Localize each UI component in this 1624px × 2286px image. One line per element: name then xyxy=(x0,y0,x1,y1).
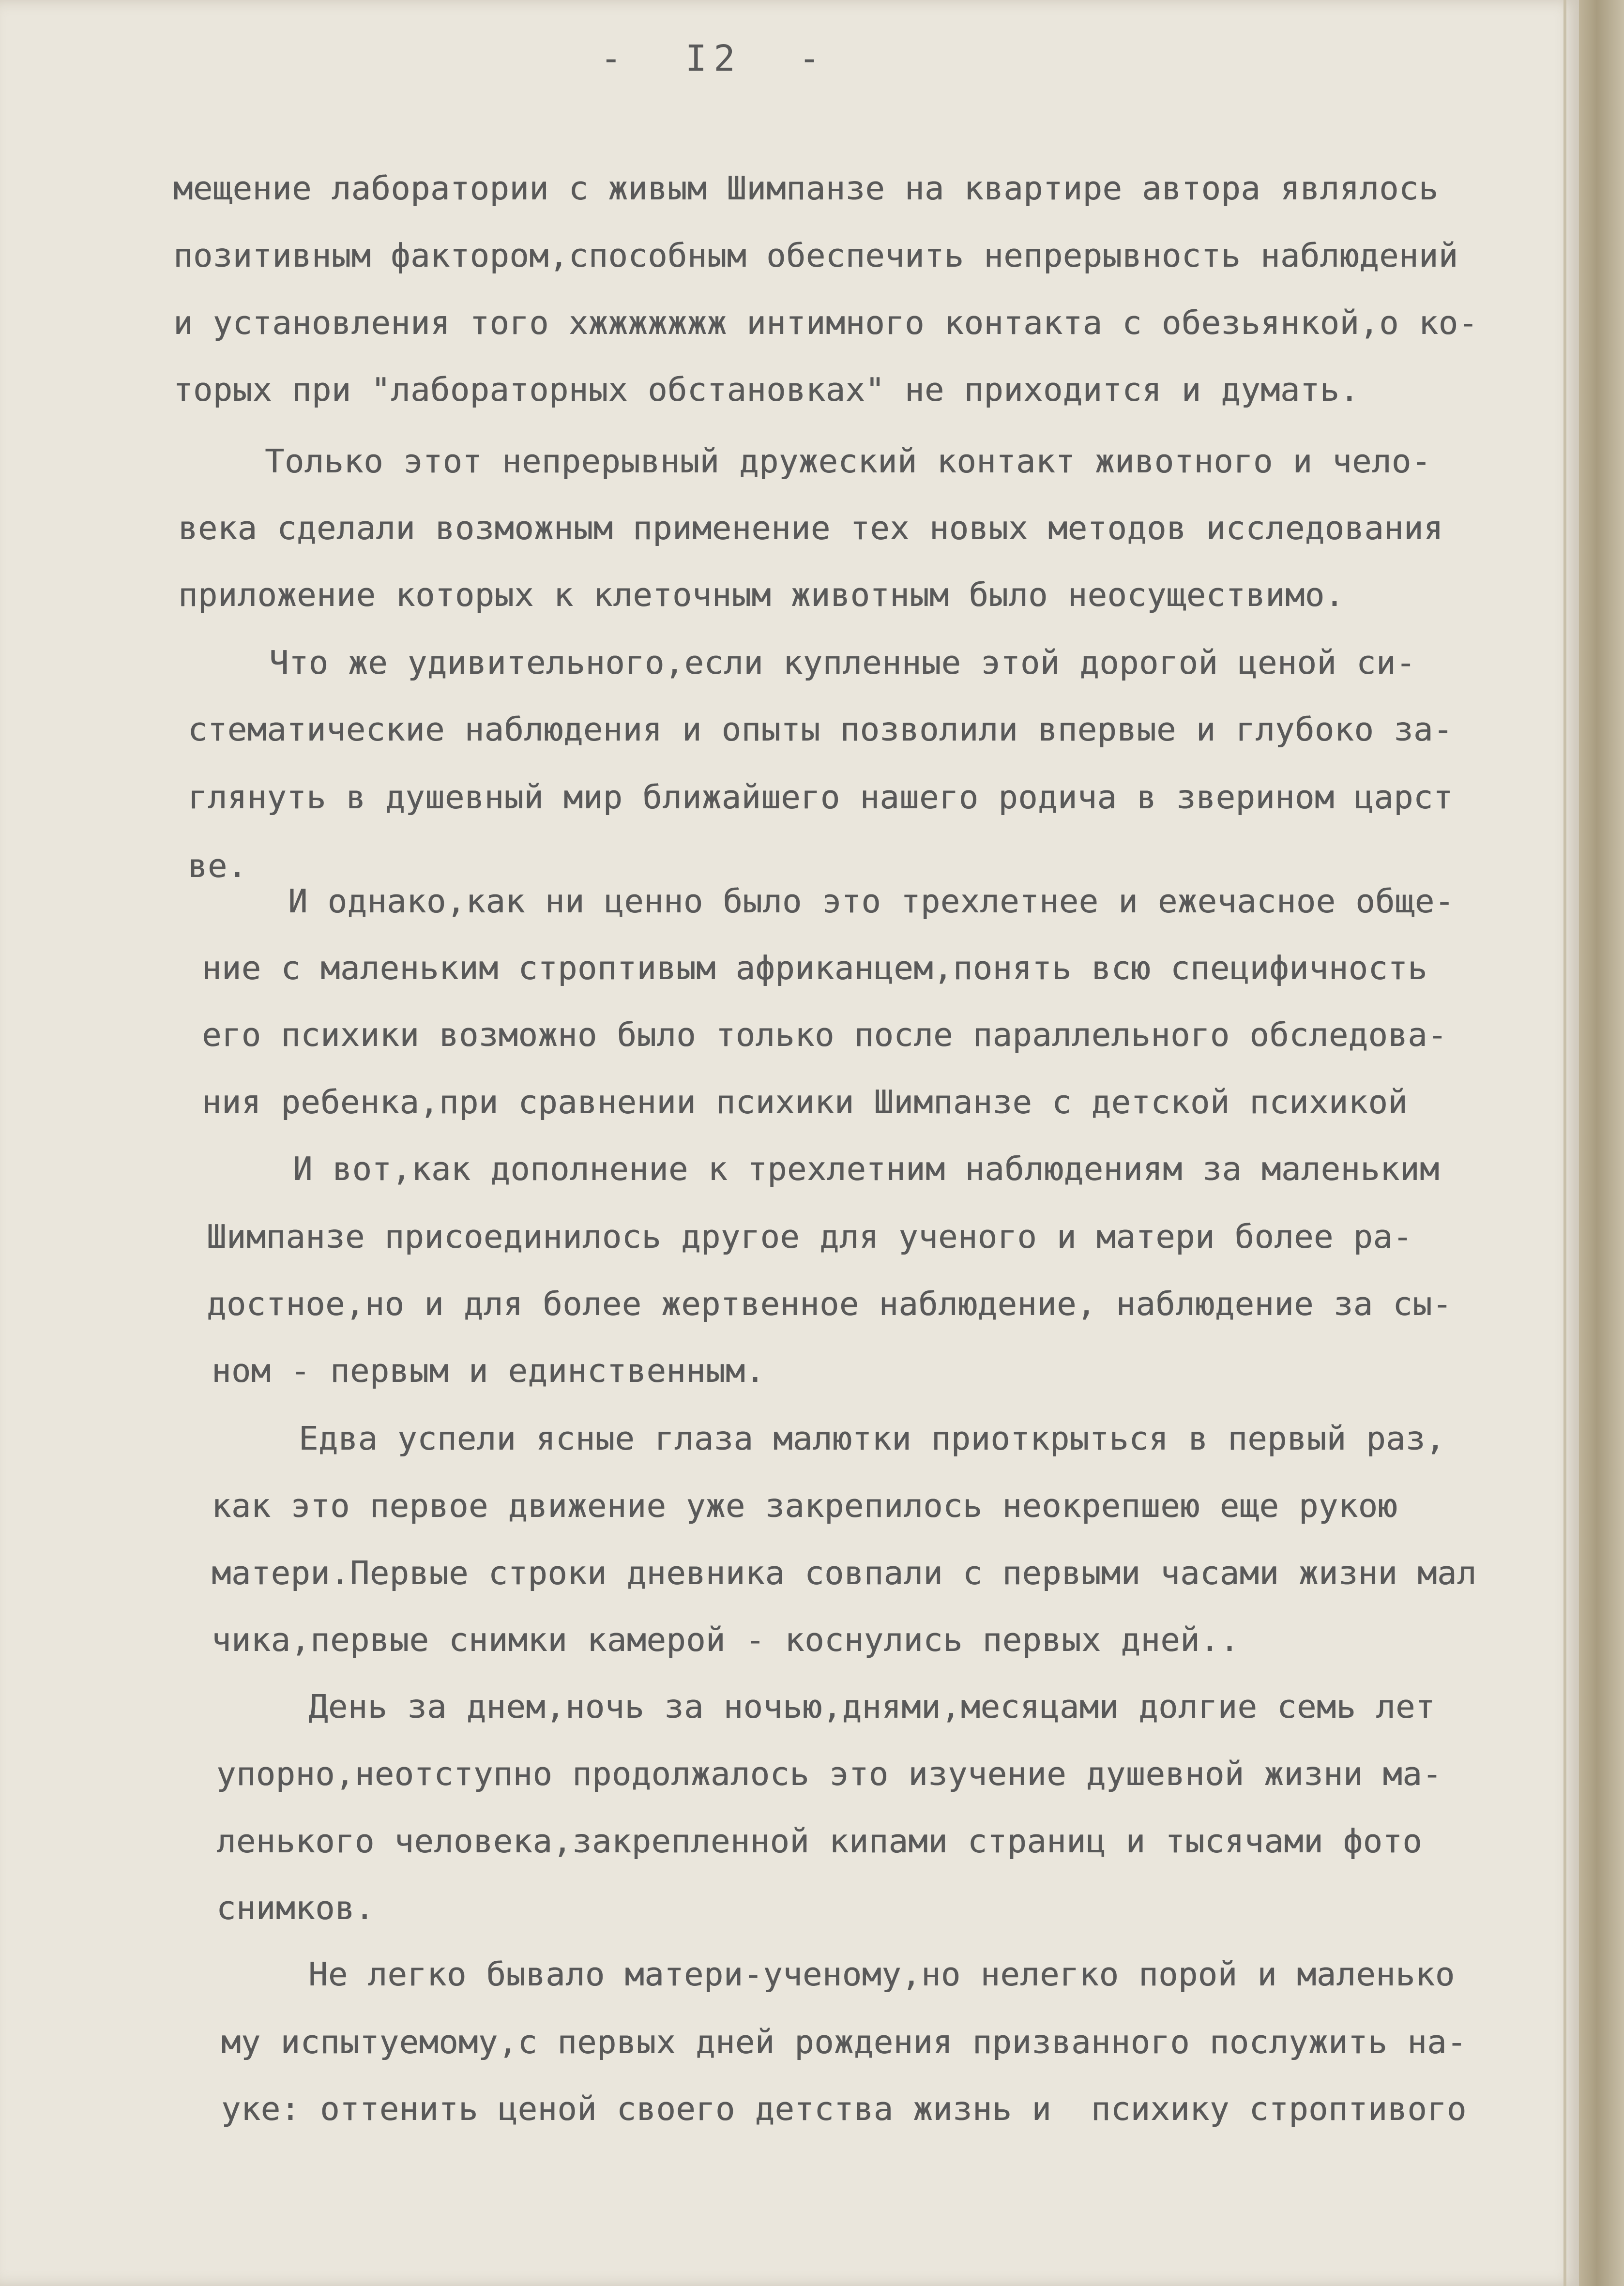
text-line: торых при "лабораторных обстановках" не приходится и думать. xyxy=(173,371,1360,409)
text-line: упорно,неотступно продолжалось это изучение душевной жизни ма- xyxy=(216,1755,1442,1793)
text-line: ном - первым и единственным. xyxy=(212,1352,765,1390)
text-line: ве. xyxy=(188,847,247,885)
next-page-edge xyxy=(1579,0,1624,2286)
text-line: века сделали возможным применение тех новых методов исследования xyxy=(178,509,1443,547)
text-line: Едва успели ясные глаза малютки приоткрыться в первый раз, xyxy=(299,1420,1445,1457)
text-line: и установления того хжжжжжжж интимного контакта с обезьянкой,о ко- xyxy=(173,304,1478,342)
text-line: снимков. xyxy=(216,1889,375,1927)
text-line: му испытуемому,с первых дней рождения призванного послужить на- xyxy=(221,2023,1467,2061)
text-line: уке: оттенить ценой своего детства жизнь и психику строптивого xyxy=(221,2090,1467,2128)
text-line: День за днем,ночь за ночью,днями,месяцами долгие семь лет xyxy=(308,1688,1435,1726)
text-line: Что же удивительного,если купленные этой дорогой ценой си- xyxy=(269,644,1416,681)
text-line: позитивным фактором,способным обеспечить непрерывность наблюдений xyxy=(173,237,1458,274)
text-line: Не легко бывало матери-ученому,но нелегко порой и маленько xyxy=(308,1955,1455,1993)
text-line: Шимпанзе присоединилось другое для ученого и матери более ра- xyxy=(207,1218,1413,1256)
text-line: как это первое движение уже закрепилось неокрепшею еще рукою xyxy=(212,1487,1398,1525)
text-line: его психики возможно было только после параллельного обследова- xyxy=(202,1016,1447,1054)
text-line: приложение которых к клеточным животным было неосуществимо. xyxy=(178,576,1345,614)
text-line: стематические наблюдения и опыты позволили впервые и глубоко за- xyxy=(188,711,1453,748)
text-line: ние с маленьким строптивым африканцем,понять всю специфичность xyxy=(202,949,1427,987)
text-line: И вот,как дополнение к трехлетним наблюдениям за маленьким xyxy=(293,1150,1440,1188)
text-line: глянуть в душевный мир ближайшего нашего родича в зверином царст xyxy=(188,778,1453,816)
text-line: ленького человека,закрепленной кипами страниц и тысячами фото xyxy=(216,1822,1423,1860)
text-line: достное,но и для более жертвенное наблюдение, наблюдение за сы- xyxy=(207,1285,1452,1323)
text-line: чика,первые снимки камерой - коснулись первых дней.. xyxy=(212,1621,1240,1659)
page-number: - I2 - xyxy=(600,38,827,79)
text-line: Только этот непрерывный дружеский контакт животного и чело- xyxy=(265,442,1431,480)
text-line: ния ребенка,при сравнении психики Шимпанзе с детской психикой xyxy=(202,1083,1408,1121)
page-fold-line xyxy=(1563,0,1566,2286)
text-line: мещение лаборатории с живым Шимпанзе на квартире автора являлось xyxy=(173,169,1439,207)
text-line: И однако,как ни ценно было это трехлетнее и ежечасное обще- xyxy=(288,882,1455,920)
text-line: матери.Первые строки дневника совпали с первыми часами жизни мал xyxy=(212,1554,1477,1592)
